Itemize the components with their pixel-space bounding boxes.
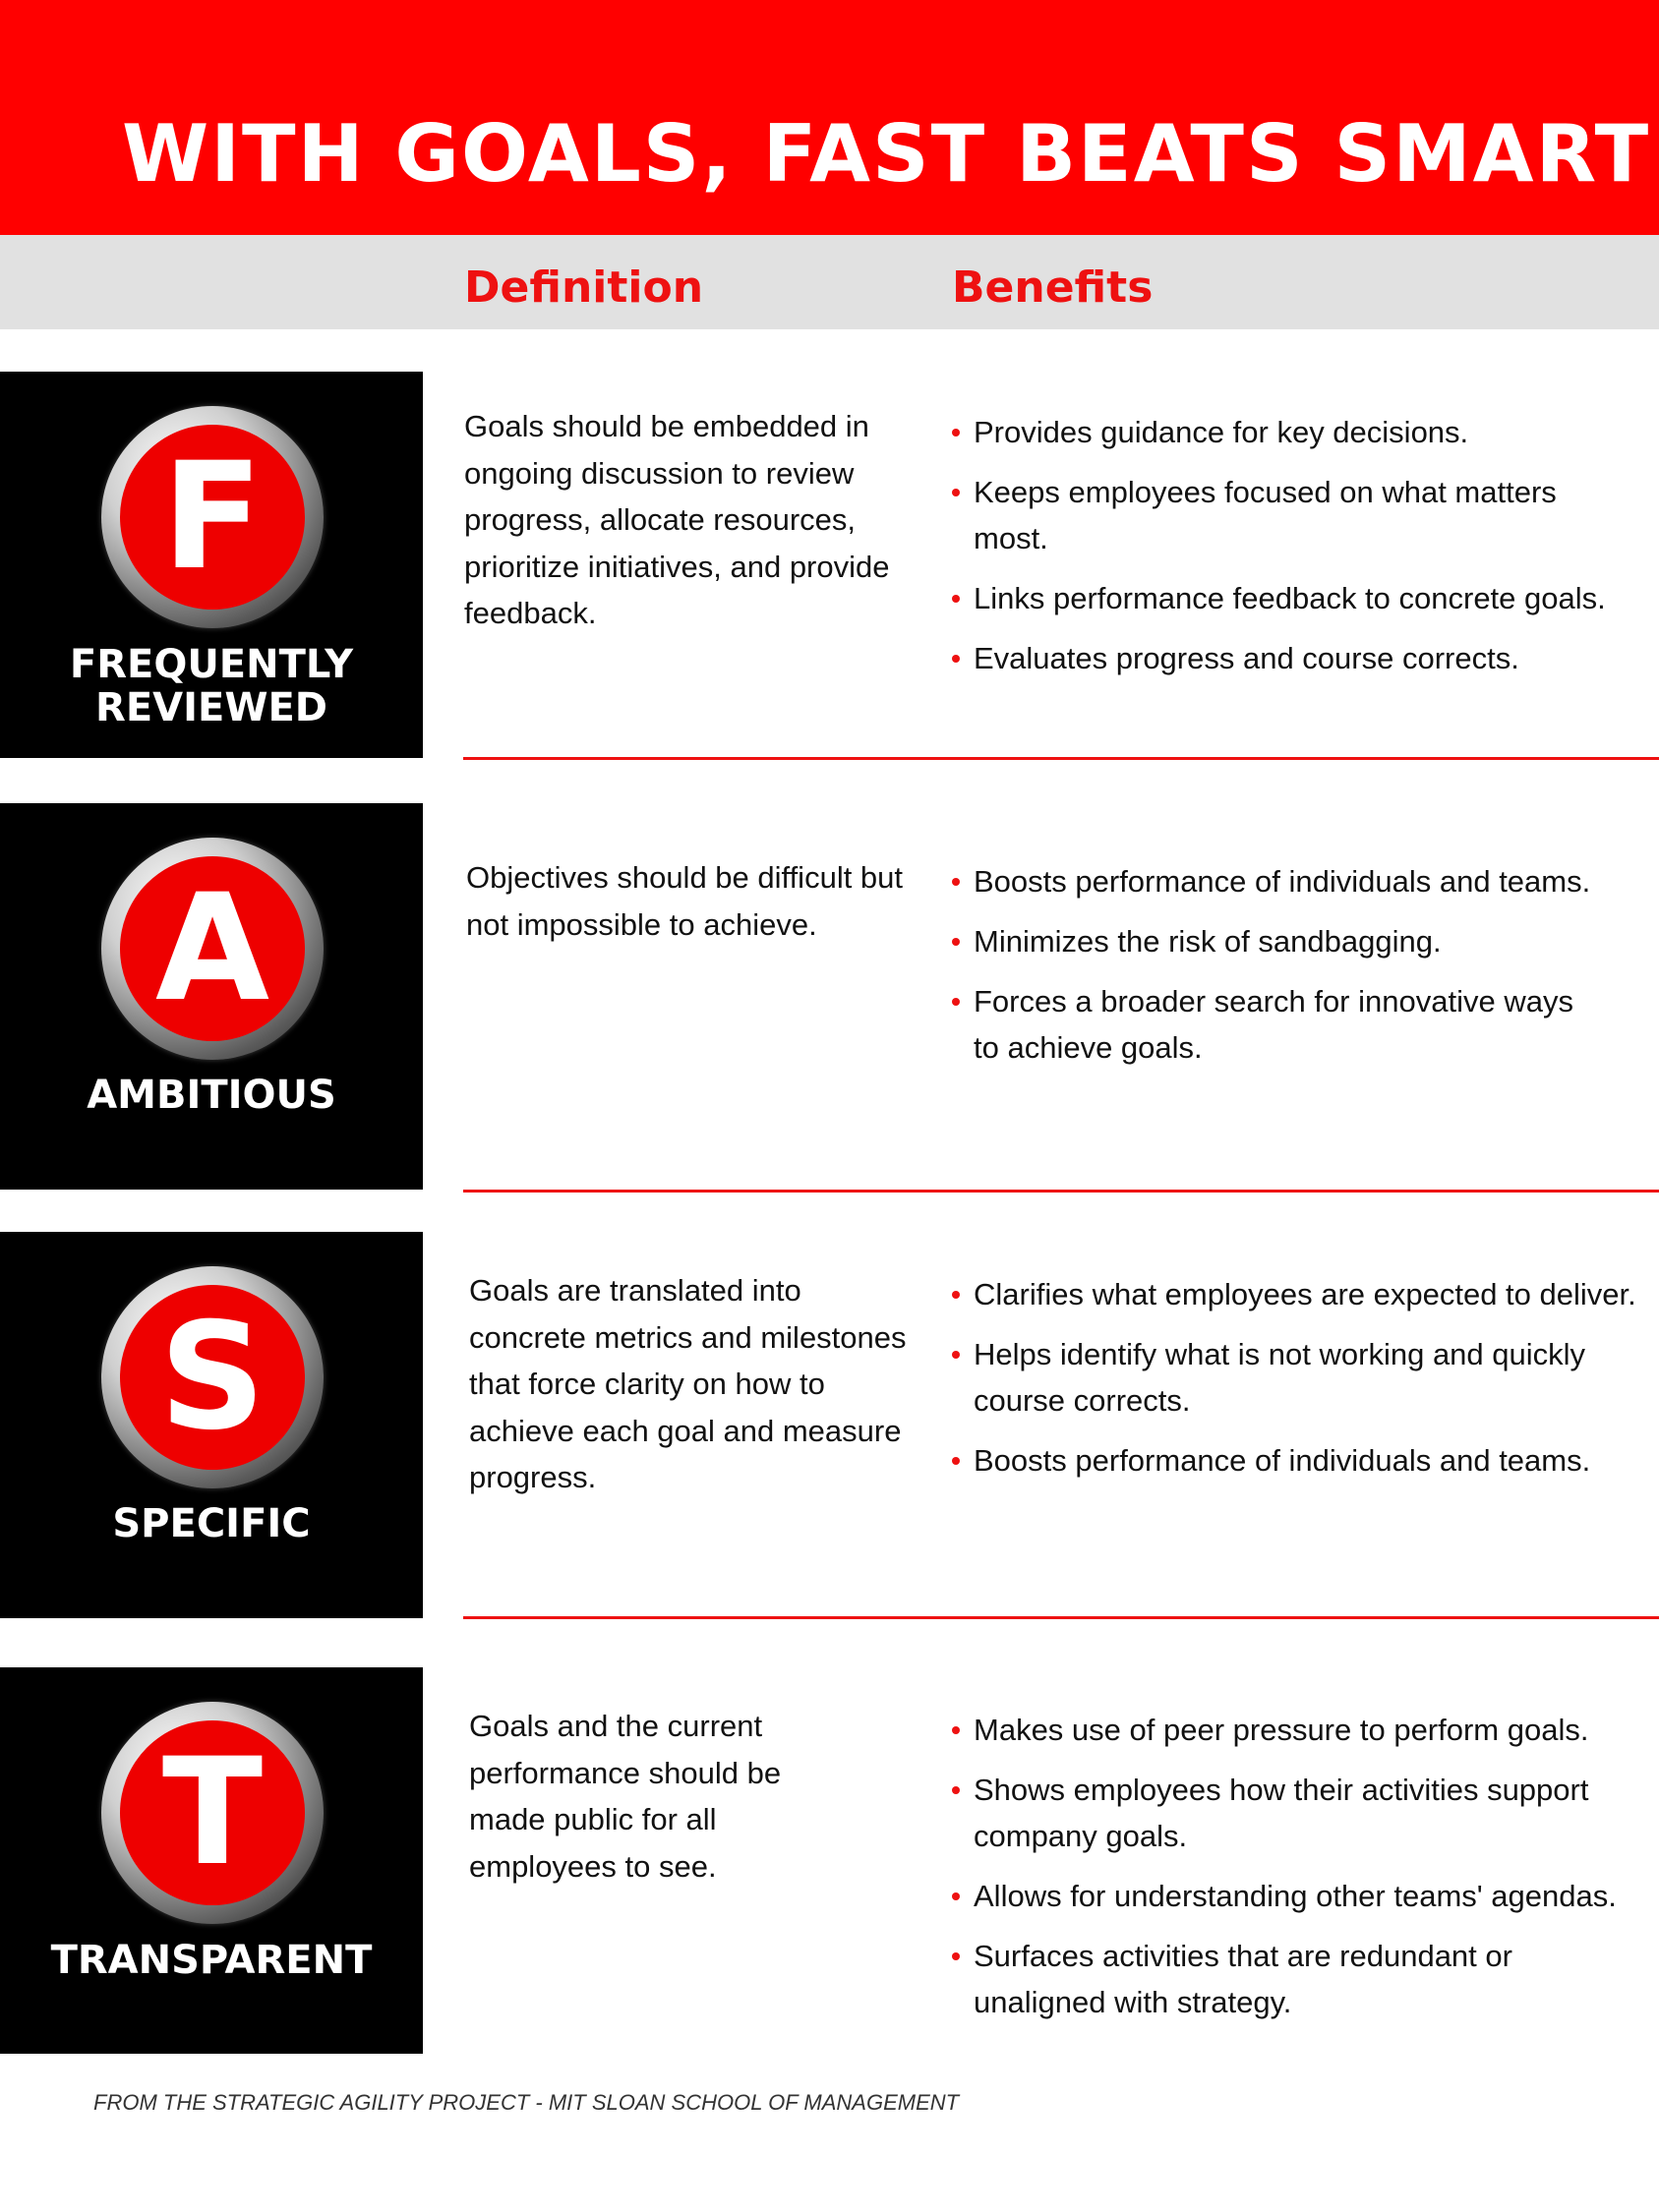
badge-label-line: REVIEWED bbox=[95, 685, 327, 730]
badge-label-line: TRANSPARENT bbox=[50, 1938, 373, 1983]
benefit-item: Keeps employees focused on what matters most. bbox=[950, 469, 1638, 561]
badge-label bbox=[0, 1074, 423, 1117]
benefit-item: Helps identify what is not working and quickly course corrects. bbox=[950, 1331, 1652, 1424]
badge-label-line: AMBITIOUS bbox=[87, 1073, 336, 1118]
badge-panel bbox=[0, 1232, 423, 1618]
benefit-item: Provides guidance for key decisions. bbox=[950, 409, 1638, 455]
benefit-item: Clarifies what employees are expected to deliver. bbox=[950, 1271, 1638, 1317]
benefit-item: Makes use of peer pressure to perform goals. bbox=[950, 1707, 1638, 1753]
letter-badge-icon bbox=[101, 406, 324, 628]
badge-label bbox=[0, 643, 423, 729]
badge-panel bbox=[0, 803, 423, 1190]
letter-badge-icon bbox=[101, 1702, 324, 1924]
column-header-bar bbox=[0, 235, 1659, 329]
definition-text: Objectives should be difficult but not impossible to achieve. bbox=[466, 860, 904, 942]
benefit-item: Links performance feedback to concrete goals. bbox=[950, 575, 1638, 621]
title-banner bbox=[0, 0, 1659, 235]
section-divider bbox=[463, 1190, 1659, 1193]
badge-letter: T bbox=[120, 1720, 305, 1905]
benefits-column-header: Benefits bbox=[952, 262, 1154, 313]
section-divider bbox=[463, 1616, 1659, 1619]
benefit-item: Forces a broader search for innovative ways to achieve goals. bbox=[950, 978, 1583, 1071]
benefits-list bbox=[950, 858, 1638, 1084]
badge-letter: S bbox=[120, 1285, 305, 1470]
badge-label bbox=[0, 1939, 423, 1982]
benefits-list bbox=[950, 409, 1638, 695]
badge-label bbox=[0, 1502, 423, 1545]
definition-text: Goals and the current performance should be made public for all employees to see. bbox=[469, 1709, 782, 1884]
letter-badge-icon bbox=[101, 1266, 324, 1488]
benefits-list bbox=[950, 1271, 1638, 1497]
benefit-item: Minimizes the risk of sandbagging. bbox=[950, 918, 1638, 964]
letter-badge-icon bbox=[101, 838, 324, 1060]
badge-label-line: SPECIFIC bbox=[112, 1501, 311, 1546]
benefit-item: Boosts performance of individuals and teams. bbox=[950, 858, 1638, 904]
benefits-list bbox=[950, 1707, 1638, 2039]
badge-letter: F bbox=[120, 425, 305, 610]
badge-panel bbox=[0, 1667, 423, 2054]
benefit-item: Surfaces activities that are redundant or unaligned with strategy. bbox=[950, 1933, 1564, 2025]
definition-text: Goals should be embedded in ongoing discussion to review progress, allocate resources, prioritize initiatives, and provide feedback. bbox=[464, 409, 890, 630]
section-divider bbox=[463, 757, 1659, 760]
definition-column-header: Definition bbox=[464, 262, 704, 313]
benefit-item: Evaluates progress and course corrects. bbox=[950, 635, 1638, 681]
benefit-item: Boosts performance of individuals and teams. bbox=[950, 1437, 1638, 1484]
badge-label-line: FREQUENTLY bbox=[69, 642, 354, 687]
page-title: WITH GOALS, FAST BEATS SMART bbox=[122, 108, 1651, 200]
definition-text: Goals are translated into concrete metrics and milestones that force clarity on how to achieve each goal and measure progress. bbox=[469, 1273, 907, 1494]
benefit-item: Shows employees how their activities support company goals. bbox=[950, 1767, 1642, 1859]
badge-panel bbox=[0, 372, 423, 758]
badge-letter: A bbox=[120, 856, 305, 1041]
source-footer: FROM THE STRATEGIC AGILITY PROJECT - MIT SLOAN SCHOOL OF MANAGEMENT bbox=[93, 2090, 960, 2115]
benefit-item: Allows for understanding other teams' agendas. bbox=[950, 1873, 1638, 1919]
